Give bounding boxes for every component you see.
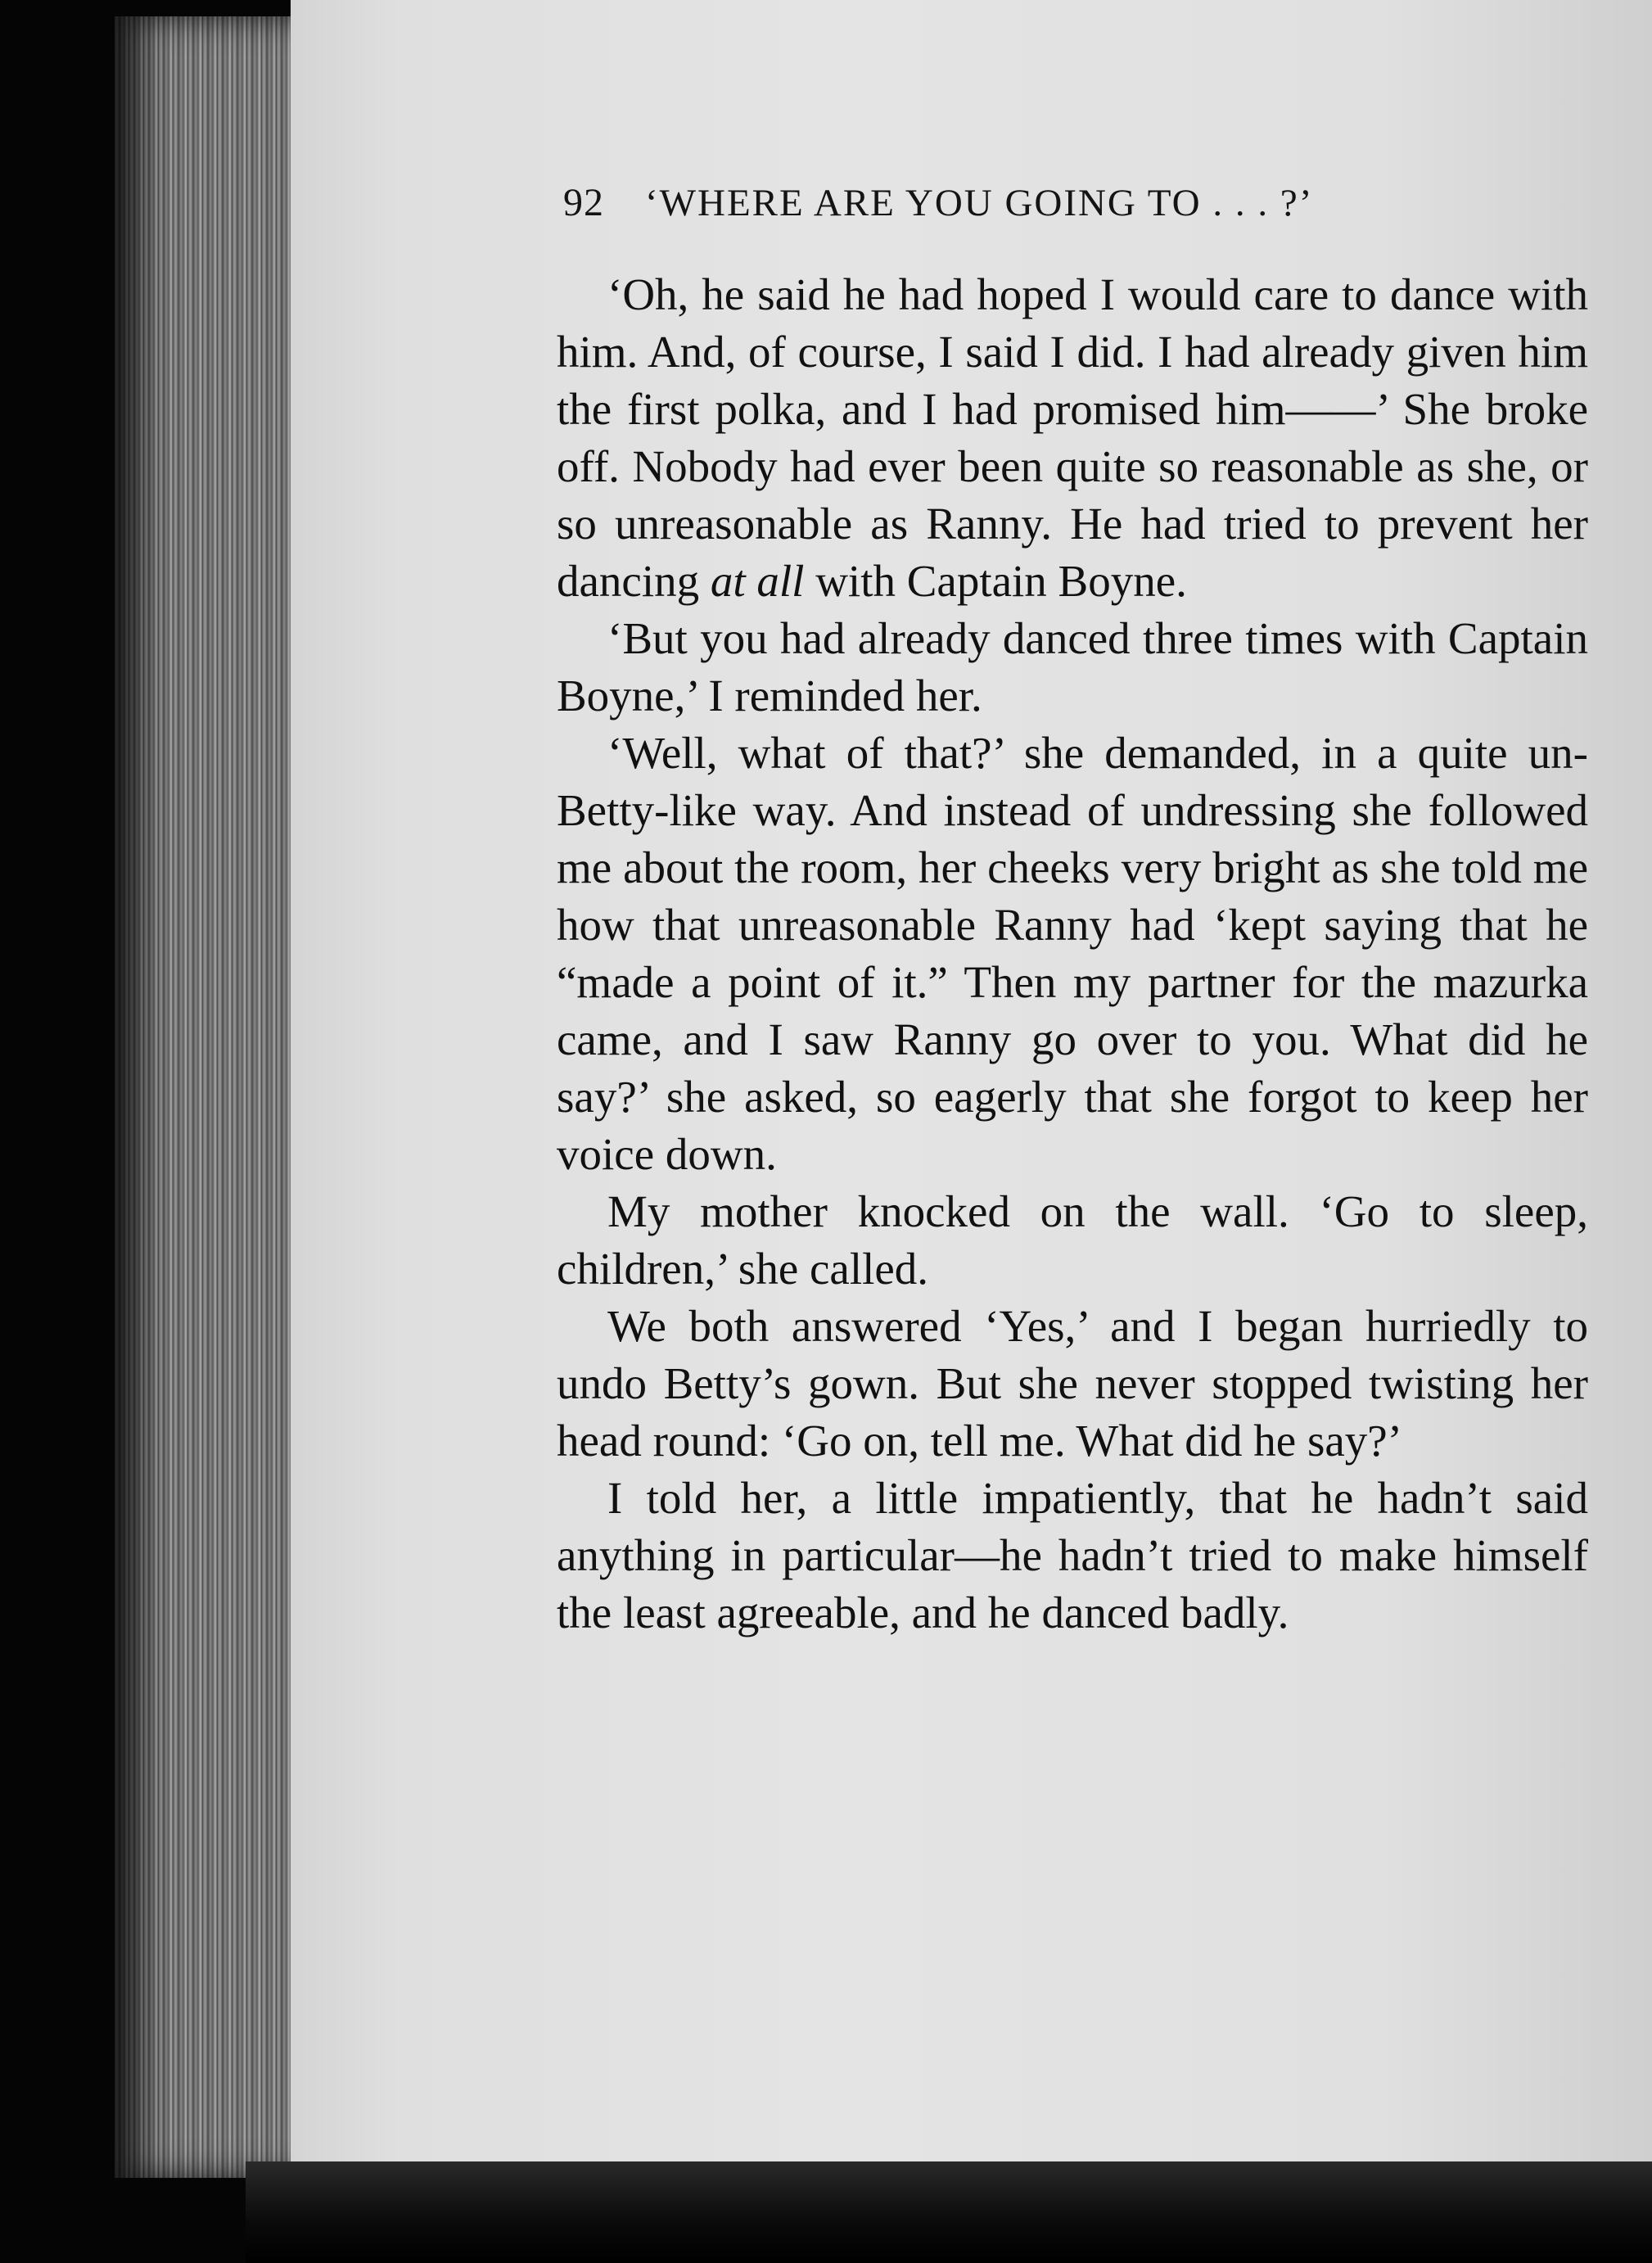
paragraph: ‘Well, what of that?’ she demanded, in a quite un-Betty-like way. And instead of undressing she followed me about the room, her cheeks very bright as she told me how that unreasonable Ranny had ‘kept saying that he “made a point of it.” Then my partner for the mazurka came, and I saw Ranny go over to you. What did he say?’ she asked, so eagerly that she forgot to keep her voice down. — [557, 728, 1588, 1179]
paragraph — [557, 266, 1588, 610]
paragraph: My mother knocked on the wall. ‘Go to sleep, children,’ she called. — [557, 1186, 1588, 1294]
page-number: 92 — [563, 181, 604, 224]
paragraph: I told her, a little impatiently, that he hadn’t said anything in particular—he hadn’t tried to make himself the least agreeable, and he danced badly. — [557, 1473, 1588, 1637]
paragraph: ‘But you had already danced three times with Captain Boyne,’ I reminded her. — [557, 613, 1588, 720]
paragraph: We both answered ‘Yes,’ and I began hurriedly to undo Betty’s gown. But she never stopped twisting her head round: ‘Go on, tell me. What did he say?’ — [557, 1301, 1588, 1466]
paragraph-text: with Captain Boyne. — [804, 556, 1187, 606]
paragraph-text: ‘Oh, he said he had hoped I would care to dance with him. And, of course, I said I did. I had already given him the first polka, and I had promised him——’ She broke off. Nobody had ever been quite so reasonable as she, or so unreasonable as Ranny. He had tried to prevent her dancing — [557, 269, 1588, 606]
book-page-edges — [115, 16, 307, 2178]
emphasis-text: at all — [710, 556, 805, 606]
running-title: ‘WHERE ARE YOU GOING TO . . . ?’ — [645, 182, 1314, 224]
scan-bottom-edge — [246, 2161, 1652, 2263]
body-text — [557, 266, 1588, 1642]
running-head — [563, 180, 1480, 225]
